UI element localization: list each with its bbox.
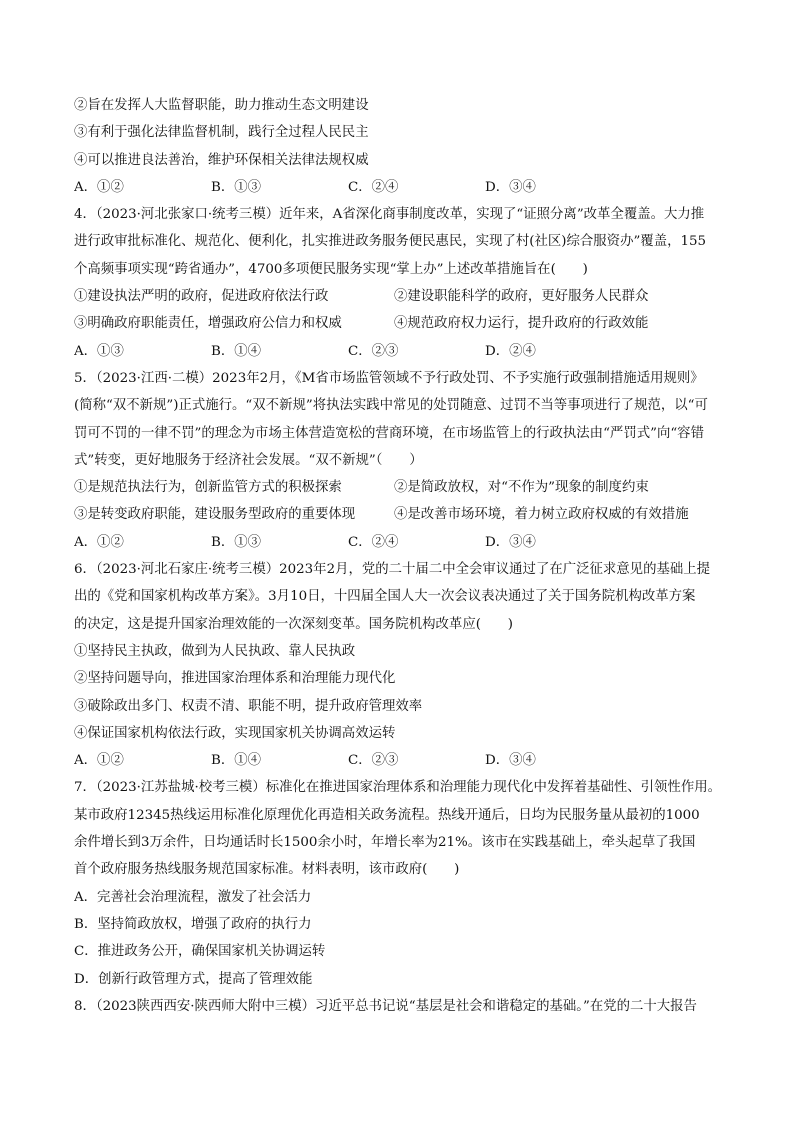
option-c[interactable]: C．②④: [348, 534, 399, 550]
q3-item: ②旨在发挥人大监督职能，助力推动生态文明建设: [74, 98, 369, 113]
q4-item: ②建设职能科学的政府，更好服务人民群众: [394, 289, 649, 305]
q4-options: [74, 338, 734, 365]
q5-items-row: [74, 474, 734, 501]
option-c[interactable]: C．②④: [348, 179, 399, 195]
q4-items-row: [74, 283, 734, 310]
q6-item: ①坚持民主执政，做到为人民执政、靠人民执政: [74, 643, 356, 659]
q4-item: ④规范政府权力运行，提升政府的行政效能: [394, 316, 649, 332]
q3-item: ④可以推进良法善治，维护环保相关法律法规权威: [74, 152, 369, 168]
q6-stem-line: 的决定，这是提升国家治理效能的一次深刻变革。国务院机构改革应( ): [74, 616, 513, 632]
q6-options: [74, 747, 734, 774]
q7-stem-line: 首个政府服务热线服务规范国家标准。材料表明，该市政府( ): [74, 862, 460, 878]
option-a[interactable]: A．①③: [74, 343, 124, 359]
option-c[interactable]: C．推进政务公开，确保国家机关协调运转: [74, 944, 326, 960]
option-b[interactable]: B．①③: [211, 179, 262, 195]
option-a[interactable]: A．完善社会治理流程，激发了社会活力: [74, 889, 312, 905]
question-5: [74, 365, 734, 556]
q4-stem-line: 个高频事项实现“跨省通办”，4700多项便民服务实现“掌上办”上述改革措施旨在( ): [74, 261, 588, 277]
question-3: [74, 92, 734, 201]
option-a[interactable]: A．①②: [74, 179, 124, 195]
q6-item: ②坚持问题导向，推进国家治理体系和治理能力现代化: [74, 671, 396, 687]
q7-stem-line: 某市政府12345热线运用标准化原理优化再造相关政务流程。热线开通后，日均为民服务量从最初的1000: [74, 807, 700, 823]
q4-stem-line: 进行政审批标准化、规范化、便利化，扎实推进政务服务便民惠民，实现了村(社区)综合服资办”覆盖，155: [74, 234, 707, 250]
option-c[interactable]: C．②③: [348, 343, 399, 359]
q6-stem-line: 出的《党和国家机构改革方案》。3月10日，十四届全国人大一次会议表决通过了关于国务院机构改革方案: [74, 589, 696, 605]
option-c[interactable]: C．②③: [348, 753, 399, 769]
q7-stem-line: 7．（2023·江苏盐城·校考三模）标准化在推进国家治理体系和治理能力现代化中发挥着基础性、引领性作用。: [74, 780, 721, 796]
q3-options: [74, 174, 734, 201]
option-b[interactable]: B．①④: [211, 343, 262, 359]
q3-item: ③有利于强化法律监督机制，践行全过程人民民主: [74, 125, 369, 141]
option-d[interactable]: D．③④: [485, 534, 536, 550]
q6-item: ④保证国家机构依法行政，实现国家机关协调高效运转: [74, 725, 396, 741]
q5-stem-line: (简称“双不新规”)正式施行。“双不新规”将执法实践中常见的处罚随意、过罚不当等事项进行了规范，以“可: [74, 398, 708, 414]
question-7: [74, 774, 734, 992]
q5-item: ②是简政放权，对“不作为”现象的制度约束: [394, 480, 649, 496]
q5-stem-line: 5．（2023·江西·二模）2023年2月，《M省市场监管领域不予行政处罚、不予实施行政强制措施适用规则》: [74, 370, 704, 386]
option-d[interactable]: D．②④: [485, 343, 536, 359]
q5-item: ①是规范执法行为，创新监管方式的积极探索: [74, 480, 342, 496]
option-d[interactable]: D．③④: [485, 753, 536, 769]
q5-stem-line: 罚可不罚的一律不罚”的理念为市场主体营造宽松的营商环境，在市场监管上的行政执法由“严罚式”向“容错: [74, 425, 704, 441]
q5-stem-line: 式”转变，更好地服务于经济社会发展。“双不新规”（ ）: [74, 452, 423, 468]
option-d[interactable]: D．③④: [485, 179, 536, 195]
q7-stem-line: 余件增长到3万余件，日均通话时长1500余小时，年增长率为21%。该市在实践基础上，牵头起草了我国: [74, 835, 696, 851]
q8-stem-line: 8．（2023陕西西安·陕西师大附中三模）习近平总书记说“基层是社会和谐稳定的基础。”在党的二十大报告: [74, 998, 697, 1014]
option-d[interactable]: D．创新行政管理方式，提高了管理效能: [74, 971, 313, 987]
option-a[interactable]: A．①②: [74, 753, 124, 769]
option-b[interactable]: B．坚持简政放权，增强了政府的执行力: [74, 916, 312, 932]
option-b[interactable]: B．①④: [211, 753, 262, 769]
q5-items-row: [74, 501, 734, 528]
question-8: [74, 993, 734, 1020]
q4-stem-line: 4．（2023·河北张家口·统考三模）近年来，A省深化商事制度改革，实现了“证照分离”改革全覆盖。大力推: [74, 207, 705, 223]
option-a[interactable]: A．①②: [74, 534, 124, 550]
q6-stem-line: 6．（2023·河北石家庄·统考三模）2023年2月，党的二十届二中全会审议通过了在广泛征求意见的基础上提: [74, 562, 711, 578]
question-4: [74, 201, 734, 365]
q5-item: ④是改善市场环境，着力树立政府权威的有效措施: [394, 507, 689, 523]
q6-item: ③破除政出多门、权责不清、职能不明，提升政府管理效率: [74, 698, 423, 714]
q5-options: [74, 529, 734, 556]
q5-item: ③是转变政府职能，建设服务型政府的重要体现: [74, 507, 356, 523]
question-6: [74, 556, 734, 774]
option-b[interactable]: B．①③: [211, 534, 262, 550]
q4-item: ③明确政府职能责任，增强政府公信力和权威: [74, 316, 342, 332]
document-page: [74, 92, 734, 1020]
q4-items-row: [74, 310, 734, 337]
q4-item: ①建设执法严明的政府，促进政府依法行政: [74, 289, 329, 305]
